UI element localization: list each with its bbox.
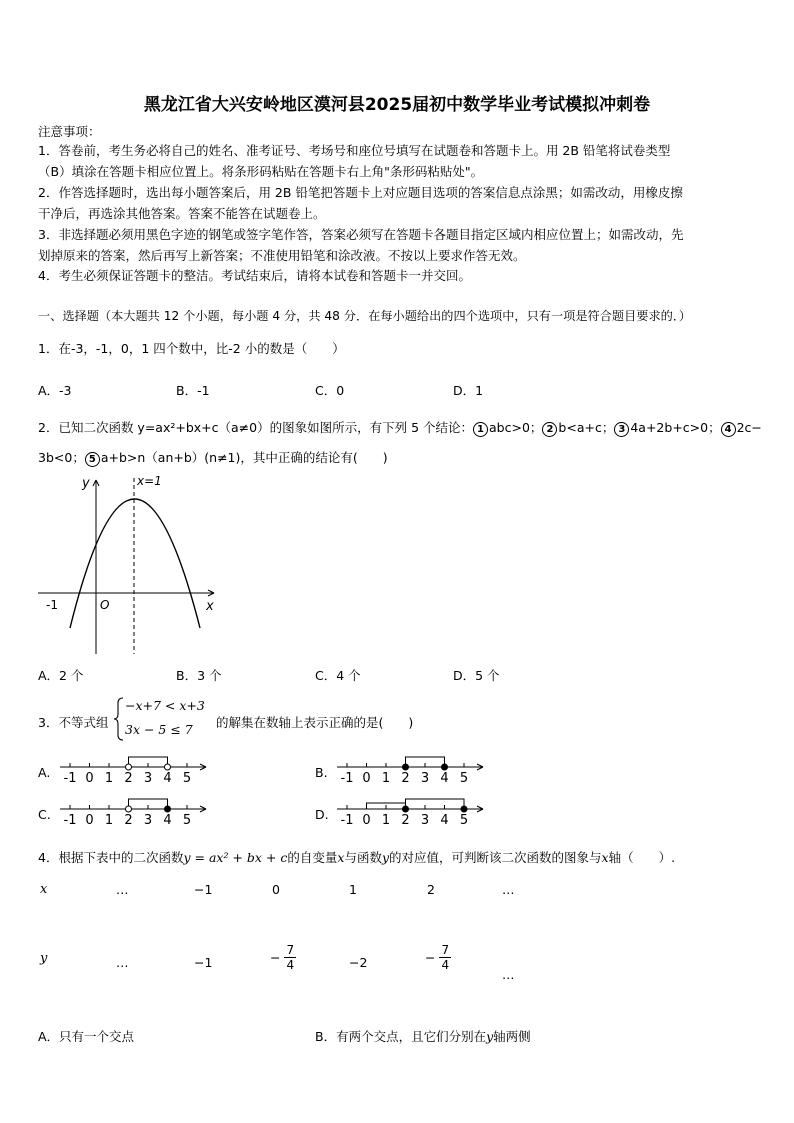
q2-parabola-graph xyxy=(36,472,221,657)
circle-3-icon: 3 xyxy=(614,422,629,437)
notes-heading: 注意事项： xyxy=(38,124,101,139)
origin-label: O xyxy=(100,598,110,612)
tick-label: 2 xyxy=(124,771,133,786)
q2-stem-line1 xyxy=(38,418,762,437)
note-line: 2．作答选择题时，选出每小题答案后，用 2B 铅笔把答题卡上对应题目选项的答案信息点涂黑；如需改动，用橡皮擦 xyxy=(38,185,683,200)
table-row-y-header: y xyxy=(40,951,48,966)
open-endpoint xyxy=(165,764,171,770)
tick-label: 0 xyxy=(362,771,371,786)
q2-option-a[interactable]: A．2 个 xyxy=(38,668,84,683)
q2-conclusion-1: abc>0； xyxy=(489,420,543,435)
q4-stem-post: 的对应值，可判断该二次函数的图象与 xyxy=(389,850,602,865)
q4-var-x2: x xyxy=(601,850,609,865)
parabola-curve xyxy=(70,499,200,628)
open-endpoint xyxy=(126,806,132,812)
tick-label: 3 xyxy=(143,813,153,828)
tick-label: 1 xyxy=(381,771,391,786)
open-endpoint xyxy=(126,764,132,770)
q2-stem-text: 2．已知二次函数 y=ax²+bx+c（a≠0）的图象如图所示，有下列 5 个结论： xyxy=(38,420,474,435)
q2-option-c[interactable]: C．4 个 xyxy=(315,668,361,683)
tick-label: 0 xyxy=(362,813,371,828)
closed-endpoint xyxy=(461,806,467,812)
section-heading: 一、选择题（本大题共 12 个小题，每小题 4 分，共 48 分．在每小题给出的四个选项中，只有一项是符合题目要求的．） xyxy=(38,309,692,323)
table-cell-fraction xyxy=(425,943,451,972)
table-cell: −1 xyxy=(194,955,213,970)
q2-conclusion-4-cont: 3b<0； xyxy=(38,450,85,465)
q4-option-b-var: y xyxy=(486,1029,494,1044)
q4-var-x: x xyxy=(337,850,345,865)
tick-label: 3 xyxy=(143,771,153,786)
tick-label: 1 xyxy=(381,813,391,828)
q4-stem-mid: 的自变量 xyxy=(287,850,338,865)
table-cell: … xyxy=(502,967,515,982)
closed-endpoint xyxy=(403,764,409,770)
table-cell: −1 xyxy=(194,882,213,897)
tick-label: 2 xyxy=(401,771,410,786)
tick-label: 4 xyxy=(440,813,449,828)
q3-inequality-2: 3x − 5 ≤ 7 xyxy=(125,722,193,737)
table-cell: 1 xyxy=(349,882,357,897)
minus-sign: − xyxy=(425,950,436,965)
fraction xyxy=(439,943,451,972)
circle-2-icon: 2 xyxy=(542,422,557,437)
tick-label: -1 xyxy=(63,771,77,786)
table-cell: 0 xyxy=(272,882,280,897)
q2-conclusion-3: 4a+2b+c>0； xyxy=(630,420,721,435)
q3-option-c-label[interactable]: C. xyxy=(38,807,51,822)
closed-endpoint xyxy=(165,806,171,812)
table-row-x-header: x xyxy=(40,882,48,897)
tick-label: 4 xyxy=(163,813,172,828)
table-cell-fraction xyxy=(270,943,296,972)
q3-stem-post: 的解集在数轴上表示正确的是( ) xyxy=(216,715,414,730)
table-cell: … xyxy=(116,882,129,897)
closed-endpoint xyxy=(442,764,448,770)
q4-option-b[interactable] xyxy=(315,1027,531,1045)
fraction xyxy=(284,943,296,972)
q1-option-a[interactable]: A．-3 xyxy=(38,383,72,398)
fraction-numerator: 7 xyxy=(286,943,295,957)
number-line-d[interactable] xyxy=(335,794,490,832)
q4-stem-end: 轴（ ）. xyxy=(608,850,676,865)
note-line: 划掉原来的答案，然后再写上新答案；不准使用铅笔和涂改液。不按以上要求作答无效。 xyxy=(38,248,526,263)
q2-option-b[interactable]: B．3 个 xyxy=(176,668,222,683)
q2-conclusion-4: 2c− xyxy=(736,420,762,435)
q4-var-y: y xyxy=(381,850,390,865)
q3-option-d-label[interactable]: D. xyxy=(315,807,329,822)
tick-label: 4 xyxy=(163,771,172,786)
circle-1-icon: 1 xyxy=(473,422,488,437)
tick-label: -1 xyxy=(340,813,354,828)
neg-one-label: -1 xyxy=(46,598,58,612)
tick-label: 5 xyxy=(182,813,192,828)
tick-label: -1 xyxy=(63,813,77,828)
tick-label: 5 xyxy=(459,813,469,828)
tick-label: 0 xyxy=(85,813,94,828)
tick-label: 3 xyxy=(420,813,430,828)
note-line: 1．答卷前，考生务必将自己的姓名、准考证号、考场号和座位号填写在试题卷和答题卡上。用 2B 铅笔将试卷类型 xyxy=(38,143,671,158)
q4-option-b-post: 轴两侧 xyxy=(493,1029,531,1044)
q3-inequality-1: −x+7 < x+3 xyxy=(125,698,205,713)
circle-4-icon: 4 xyxy=(721,422,736,437)
tick-label: 1 xyxy=(104,813,114,828)
tick-label: 3 xyxy=(420,771,430,786)
symmetry-axis-label: x=1 xyxy=(137,474,162,488)
number-line-b[interactable] xyxy=(335,752,490,790)
tick-label: 2 xyxy=(124,813,133,828)
tick-label: 5 xyxy=(459,771,469,786)
q1-option-b[interactable]: B．-1 xyxy=(176,383,210,398)
tick-label: 2 xyxy=(401,813,410,828)
q1-option-c[interactable]: C．0 xyxy=(315,383,345,398)
q1-stem: 1．在-3，-1，0，1 四个数中，比-2 小的数是（ ） xyxy=(38,341,345,356)
tick-label: 5 xyxy=(182,771,192,786)
fraction-denominator: 4 xyxy=(441,958,450,972)
x-axis-label: x xyxy=(206,599,214,614)
closed-endpoint xyxy=(403,806,409,812)
brace-icon xyxy=(114,697,124,741)
q3-option-a-label[interactable]: A. xyxy=(38,765,51,780)
number-line-a[interactable] xyxy=(58,752,213,790)
note-line: 干净后，再选涂其他答案。答案不能答在试题卷上。 xyxy=(38,206,326,221)
table-cell: −2 xyxy=(349,955,368,970)
y-axis-label: y xyxy=(82,476,90,491)
note-line: 4．考生必须保证答题卡的整洁。考试结束后，请将本试卷和答题卡一并交回。 xyxy=(38,268,471,283)
q3-option-b-label[interactable]: B. xyxy=(315,765,328,780)
q4-stem-mid2: 与函数 xyxy=(344,850,382,865)
q2-conclusion-5: a+b>n（an+b）(n≠1)，其中正确的结论有( ) xyxy=(100,450,388,465)
fraction-denominator: 4 xyxy=(286,958,295,972)
tick-label: 1 xyxy=(104,771,114,786)
tick-label: 0 xyxy=(85,771,94,786)
number-line-c[interactable] xyxy=(58,794,213,832)
table-cell: 2 xyxy=(427,882,435,897)
q3-stem-pre: 3．不等式组 xyxy=(38,715,109,730)
q4-option-b-pre: B．有两个交点，且它们分别在 xyxy=(315,1029,487,1044)
circle-5-icon: 5 xyxy=(85,452,100,467)
minus-sign: − xyxy=(270,950,281,965)
tick-label: -1 xyxy=(340,771,354,786)
note-line: 3．非选择题必须用黑色字迹的钢笔或签字笔作答，答案必须写在答题卡各题目指定区域内相应位置上；如需改动，先 xyxy=(38,227,684,242)
table-cell: … xyxy=(116,955,129,970)
tick-label: 4 xyxy=(440,771,449,786)
page-title: 黑龙江省大兴安岭地区漠河县2025届初中数学毕业考试模拟冲刺卷 xyxy=(143,95,651,115)
table-cell: … xyxy=(502,882,515,897)
q2-conclusion-2: b<a+c； xyxy=(558,420,615,435)
q4-stem xyxy=(38,848,675,866)
q1-option-d[interactable]: D．1 xyxy=(453,383,484,398)
q4-function: y = ax² + bx + c xyxy=(183,850,288,865)
q4-stem-pre: 4．根据下表中的二次函数 xyxy=(38,850,184,865)
fraction-numerator: 7 xyxy=(441,943,450,957)
q4-option-a[interactable]: A．只有一个交点 xyxy=(38,1029,135,1044)
q2-option-d[interactable]: D．5 个 xyxy=(453,668,500,683)
q2-stem-line2 xyxy=(38,448,388,467)
solution-bracket xyxy=(406,799,465,809)
note-line: （B）填涂在答题卡相应位置上。将条形码粘贴在答题卡右上角"条形码粘贴处"。 xyxy=(38,164,484,179)
